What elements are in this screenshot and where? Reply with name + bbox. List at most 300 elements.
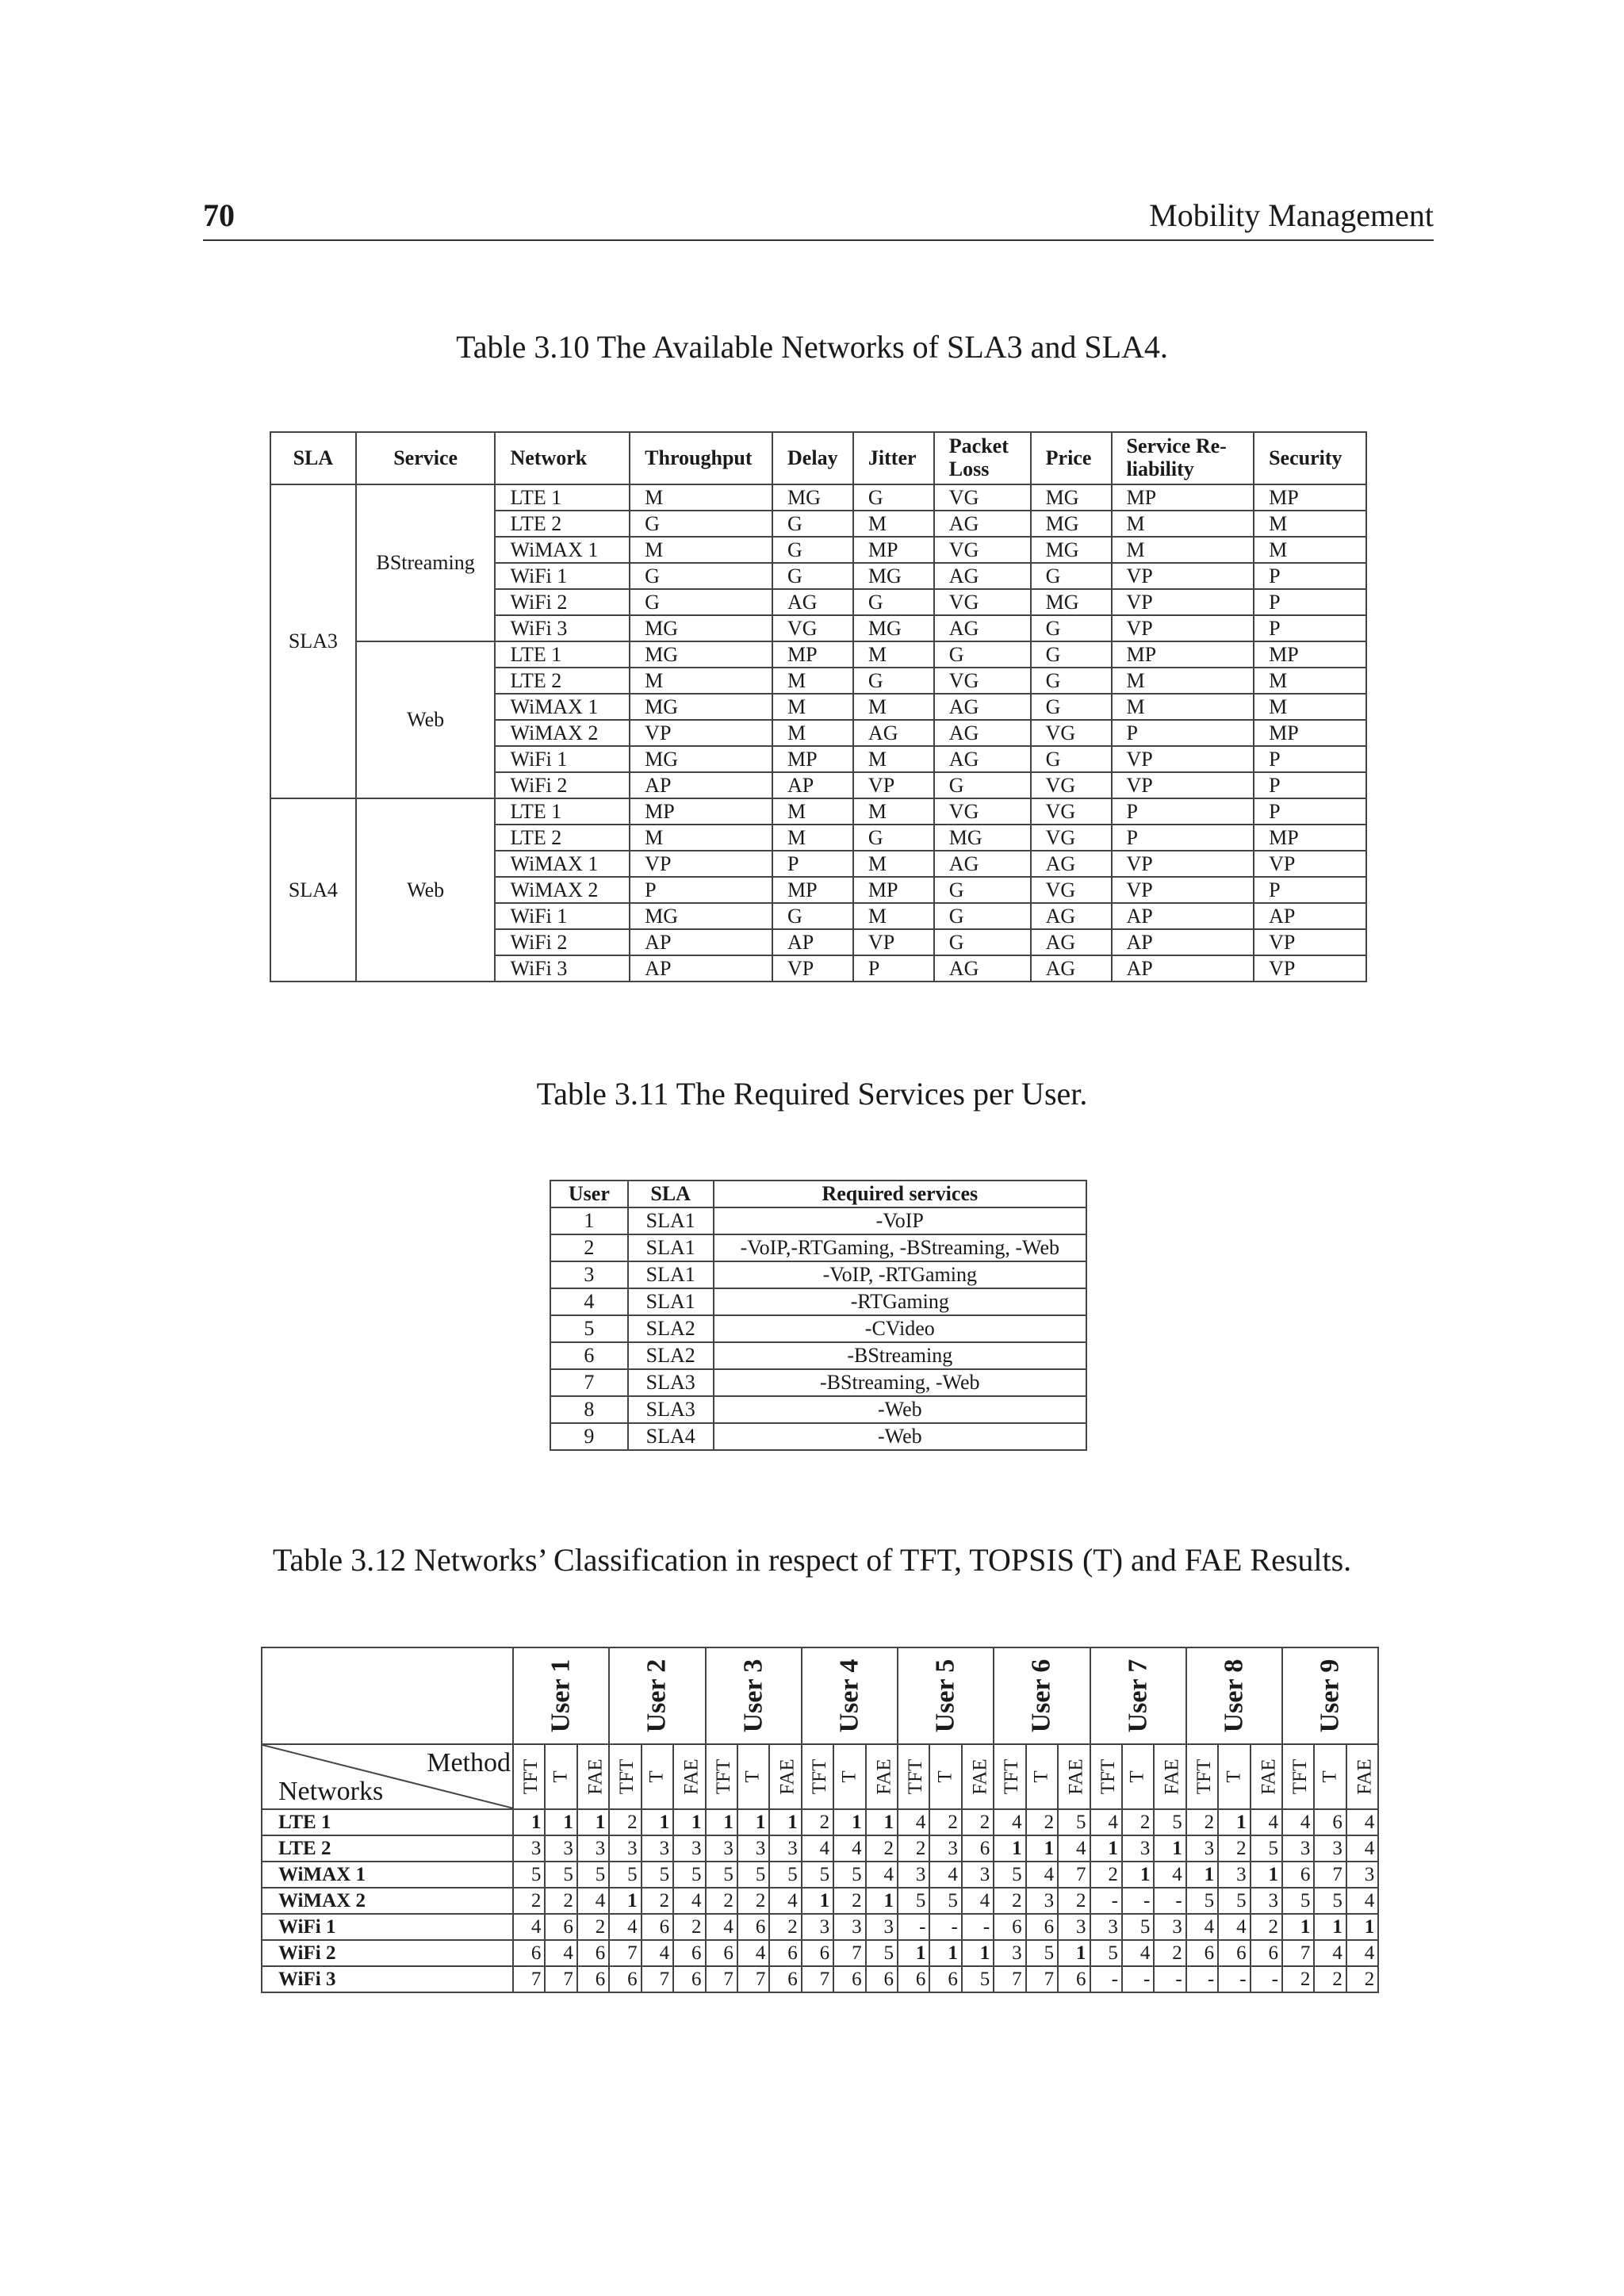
network-cell: WiMAX 2 xyxy=(495,877,630,903)
corner-networks-label: Networks xyxy=(278,1777,384,1806)
rank-cell: 4 xyxy=(1251,1809,1282,1835)
method-label: TFT xyxy=(1289,1758,1312,1795)
value-cell: VP xyxy=(1112,563,1254,589)
method-header xyxy=(513,1744,545,1809)
rank-cell: 2 xyxy=(802,1809,833,1835)
value-cell: M xyxy=(853,851,934,877)
rank-cell: 3 xyxy=(1314,1835,1346,1862)
rank-cell: 2 xyxy=(642,1888,673,1914)
value-cell: M xyxy=(1112,694,1254,720)
services-cell: -VoIP xyxy=(714,1207,1086,1234)
rank-cell: 5 xyxy=(1186,1888,1218,1914)
value-cell: M xyxy=(1254,537,1366,563)
user-header xyxy=(1186,1647,1282,1744)
rank-cell: 4 xyxy=(833,1835,865,1862)
rank-cell: 2 xyxy=(1282,1966,1314,1992)
value-cell: G xyxy=(853,825,934,851)
method-label: TFT xyxy=(1097,1758,1119,1795)
method-label: FAE xyxy=(777,1758,799,1795)
value-cell: G xyxy=(772,511,853,537)
running-header xyxy=(203,197,1434,241)
rank-cell: 7 xyxy=(737,1966,769,1992)
value-cell: MP xyxy=(1112,484,1254,511)
method-label: FAE xyxy=(1162,1758,1183,1795)
method-label: FAE xyxy=(680,1758,703,1795)
sla-cell: SLA3 xyxy=(270,484,356,798)
method-header xyxy=(994,1744,1025,1809)
table-3-12-body xyxy=(262,1809,1378,1992)
running-head-title: Mobility Management xyxy=(1149,197,1434,233)
packet-loss-line-2: Loss xyxy=(948,457,990,480)
service-cell: BStreaming xyxy=(356,484,496,641)
rank-cell: 4 xyxy=(1186,1914,1218,1940)
method-header xyxy=(737,1744,769,1809)
value-cell: M xyxy=(853,903,934,929)
method-label: FAE xyxy=(1354,1758,1376,1795)
rank-cell: 5 xyxy=(769,1862,801,1888)
method-header xyxy=(962,1744,994,1809)
rank-cell: 3 xyxy=(898,1862,929,1888)
rank-cell: 4 xyxy=(737,1940,769,1966)
rank-cell: 4 xyxy=(994,1809,1025,1835)
table-3-12-user-row xyxy=(262,1647,1378,1744)
method-label: TFT xyxy=(1001,1758,1023,1795)
value-cell: P xyxy=(1254,877,1366,903)
sla-cell: SLA3 xyxy=(628,1396,714,1423)
network-cell: LTE 1 xyxy=(495,641,630,668)
rank-cell: 3 xyxy=(737,1835,769,1862)
rank-cell: 1 xyxy=(929,1940,961,1966)
rank-cell: 6 xyxy=(706,1940,737,1966)
method-label: T xyxy=(645,1770,668,1783)
rank-cell: 7 xyxy=(1058,1862,1090,1888)
method-header xyxy=(1026,1744,1058,1809)
value-cell: MP xyxy=(772,877,853,903)
rank-cell: 6 xyxy=(1218,1940,1250,1966)
value-cell: VP xyxy=(853,929,934,955)
rank-cell: - xyxy=(1186,1966,1218,1992)
value-cell: M xyxy=(772,720,853,746)
value-cell: VG xyxy=(1031,877,1112,903)
value-cell: G xyxy=(1031,668,1112,694)
value-cell: VP xyxy=(1112,772,1254,798)
sla-cell: SLA2 xyxy=(628,1315,714,1342)
value-cell: AG xyxy=(934,615,1031,641)
user-header xyxy=(1282,1647,1378,1744)
rank-cell: 3 xyxy=(1218,1862,1250,1888)
table-row xyxy=(262,1940,1378,1966)
value-cell: MP xyxy=(1254,484,1366,511)
table-3-10-caption: Table 3.10 The Available Networks of SLA3 and SLA4. xyxy=(456,329,1168,365)
table-row xyxy=(550,1315,1086,1342)
rank-cell: 4 xyxy=(1154,1862,1185,1888)
user-header xyxy=(802,1647,898,1744)
value-cell: MG xyxy=(630,903,772,929)
rank-cell: 2 xyxy=(545,1888,576,1914)
user-label: User 6 xyxy=(1026,1659,1056,1733)
value-cell: MP xyxy=(1254,720,1366,746)
rank-cell: 1 xyxy=(609,1888,641,1914)
value-cell: M xyxy=(630,825,772,851)
rank-cell: 2 xyxy=(1218,1835,1250,1862)
user-cell: 9 xyxy=(550,1423,628,1450)
rank-cell: 6 xyxy=(577,1940,609,1966)
rank-cell: 5 xyxy=(1026,1940,1058,1966)
table-3-10-header-row xyxy=(270,432,1366,484)
value-cell: VG xyxy=(1031,798,1112,825)
table-3-12-caption: Table 3.12 Networks’ Classification in respect of TFT, TOPSIS (T) and FAE Results. xyxy=(272,1542,1352,1578)
rank-cell: 4 xyxy=(898,1809,929,1835)
rank-cell: 3 xyxy=(1186,1835,1218,1862)
rank-cell: 7 xyxy=(642,1966,673,1992)
rank-cell: 2 xyxy=(962,1809,994,1835)
value-cell: P xyxy=(853,955,934,982)
value-cell: P xyxy=(1254,563,1366,589)
services-cell: -VoIP,-RTGaming, -BStreaming, -Web xyxy=(714,1234,1086,1261)
reliability-line-1: Service Re- xyxy=(1126,434,1227,458)
rank-cell: 6 xyxy=(1282,1862,1314,1888)
method-label: T xyxy=(1030,1770,1052,1783)
rank-cell: 6 xyxy=(1058,1966,1090,1992)
value-cell: G xyxy=(772,537,853,563)
col-header-service-reliability xyxy=(1112,432,1254,484)
value-cell: MG xyxy=(1031,589,1112,615)
network-cell: WiFi 3 xyxy=(262,1966,513,1992)
rank-cell: 1 xyxy=(1154,1835,1185,1862)
services-cell: -Web xyxy=(714,1396,1086,1423)
value-cell: M xyxy=(630,537,772,563)
method-label: T xyxy=(742,1770,764,1783)
user-cell: 4 xyxy=(550,1288,628,1315)
table-3-11 xyxy=(550,1180,1087,1451)
value-cell: VP xyxy=(1254,955,1366,982)
value-cell: M xyxy=(853,798,934,825)
value-cell: MP xyxy=(772,641,853,668)
value-cell: MP xyxy=(630,798,772,825)
value-cell: MG xyxy=(630,615,772,641)
rank-cell: 3 xyxy=(642,1835,673,1862)
user-header xyxy=(706,1647,802,1744)
rank-cell: 3 xyxy=(866,1914,898,1940)
user-cell: 2 xyxy=(550,1234,628,1261)
table-row xyxy=(262,1835,1378,1862)
user-label: User 7 xyxy=(1123,1659,1153,1733)
rank-cell: - xyxy=(1154,1888,1185,1914)
rank-cell: 1 xyxy=(1186,1862,1218,1888)
rank-cell: 1 xyxy=(1058,1940,1090,1966)
value-cell: AG xyxy=(853,720,934,746)
rank-cell: 4 xyxy=(802,1835,833,1862)
rank-cell: 4 xyxy=(706,1914,737,1940)
rank-cell: 6 xyxy=(577,1966,609,1992)
network-cell: WiFi 2 xyxy=(495,772,630,798)
table-row xyxy=(550,1342,1086,1369)
rank-cell: 1 xyxy=(1346,1914,1378,1940)
value-cell: AP xyxy=(630,955,772,982)
value-cell: AG xyxy=(934,563,1031,589)
value-cell: G xyxy=(934,641,1031,668)
value-cell: M xyxy=(853,511,934,537)
value-cell: G xyxy=(772,563,853,589)
rank-cell: 4 xyxy=(866,1862,898,1888)
rank-cell: 7 xyxy=(545,1966,576,1992)
col-header-security: Security xyxy=(1254,432,1366,484)
value-cell: MP xyxy=(853,537,934,563)
value-cell: M xyxy=(853,641,934,668)
network-cell: LTE 2 xyxy=(495,668,630,694)
user-header xyxy=(609,1647,705,1744)
value-cell: MP xyxy=(1254,825,1366,851)
rank-cell: 2 xyxy=(609,1809,641,1835)
method-header xyxy=(1346,1744,1378,1809)
rank-cell: 3 xyxy=(673,1835,705,1862)
rank-cell: 1 xyxy=(513,1809,545,1835)
rank-cell: 4 xyxy=(1346,1888,1378,1914)
value-cell: AP xyxy=(1112,929,1254,955)
method-header xyxy=(1218,1744,1250,1809)
services-cell: -Web xyxy=(714,1423,1086,1450)
rank-cell: 6 xyxy=(642,1914,673,1940)
rank-cell: 5 xyxy=(898,1888,929,1914)
sla-cell: SLA1 xyxy=(628,1288,714,1315)
col-header-packet-loss xyxy=(934,432,1031,484)
value-cell: VP xyxy=(1112,877,1254,903)
rank-cell: 5 xyxy=(642,1862,673,1888)
table-3-12-method-row xyxy=(262,1744,1378,1809)
rank-cell: 5 xyxy=(1058,1809,1090,1835)
corner-cell xyxy=(262,1744,513,1809)
rank-cell: 6 xyxy=(769,1966,801,1992)
method-header xyxy=(1154,1744,1185,1809)
col-header-user: User xyxy=(550,1181,628,1207)
rank-cell: 3 xyxy=(1282,1835,1314,1862)
method-header xyxy=(1186,1744,1218,1809)
rank-cell: 2 xyxy=(833,1888,865,1914)
rank-cell: 1 xyxy=(962,1940,994,1966)
value-cell: M xyxy=(1112,537,1254,563)
rank-cell: 4 xyxy=(1314,1940,1346,1966)
service-cell: Web xyxy=(356,798,496,982)
rank-cell: 1 xyxy=(769,1809,801,1835)
value-cell: VG xyxy=(934,537,1031,563)
rank-cell: 5 xyxy=(866,1940,898,1966)
rank-cell: - xyxy=(962,1914,994,1940)
method-header xyxy=(673,1744,705,1809)
rank-cell: 3 xyxy=(706,1835,737,1862)
value-cell: G xyxy=(934,877,1031,903)
value-cell: MG xyxy=(853,563,934,589)
rank-cell: 3 xyxy=(545,1835,576,1862)
rank-cell: 3 xyxy=(994,1940,1025,1966)
value-cell: AP xyxy=(1112,903,1254,929)
network-cell: WiFi 1 xyxy=(495,563,630,589)
rank-cell: 3 xyxy=(577,1835,609,1862)
value-cell: MG xyxy=(630,746,772,772)
rank-cell: 2 xyxy=(898,1835,929,1862)
method-label: TFT xyxy=(808,1758,830,1795)
rank-cell: 3 xyxy=(802,1914,833,1940)
rank-cell: 2 xyxy=(1251,1914,1282,1940)
value-cell: VG xyxy=(934,668,1031,694)
rank-cell: 6 xyxy=(929,1966,961,1992)
rank-cell: 7 xyxy=(513,1966,545,1992)
value-cell: MG xyxy=(1031,484,1112,511)
rank-cell: 5 xyxy=(929,1888,961,1914)
value-cell: VP xyxy=(1112,589,1254,615)
rank-cell: 4 xyxy=(1218,1914,1250,1940)
col-header-sla: SLA xyxy=(270,432,356,484)
rank-cell: 2 xyxy=(1186,1809,1218,1835)
user-header xyxy=(1090,1647,1186,1744)
rank-cell: 4 xyxy=(769,1888,801,1914)
value-cell: G xyxy=(1031,563,1112,589)
network-cell: WiMAX 1 xyxy=(495,851,630,877)
user-label: User 1 xyxy=(546,1659,576,1733)
rank-cell: 5 xyxy=(833,1862,865,1888)
rank-cell: 6 xyxy=(994,1914,1025,1940)
network-cell: LTE 2 xyxy=(495,825,630,851)
method-label: T xyxy=(1127,1770,1149,1783)
network-cell: LTE 2 xyxy=(262,1835,513,1862)
value-cell: MG xyxy=(853,615,934,641)
rank-cell: 1 xyxy=(1251,1862,1282,1888)
network-cell: LTE 1 xyxy=(262,1809,513,1835)
method-header xyxy=(545,1744,576,1809)
col-header-jitter: Jitter xyxy=(853,432,934,484)
rank-cell: 5 xyxy=(1282,1888,1314,1914)
network-cell: WiMAX 1 xyxy=(262,1862,513,1888)
value-cell: M xyxy=(772,825,853,851)
rank-cell: 1 xyxy=(673,1809,705,1835)
value-cell: VP xyxy=(630,720,772,746)
value-cell: M xyxy=(772,668,853,694)
rank-cell: 6 xyxy=(609,1966,641,1992)
rank-cell: 1 xyxy=(737,1809,769,1835)
value-cell: G xyxy=(934,772,1031,798)
value-cell: P xyxy=(1254,772,1366,798)
rank-cell: 4 xyxy=(1282,1809,1314,1835)
user-cell: 6 xyxy=(550,1342,628,1369)
user-header xyxy=(898,1647,994,1744)
value-cell: P xyxy=(1254,798,1366,825)
rank-cell: 6 xyxy=(737,1914,769,1940)
method-label: TFT xyxy=(520,1758,542,1795)
rank-cell: 2 xyxy=(673,1914,705,1940)
value-cell: G xyxy=(1031,641,1112,668)
rank-cell: 3 xyxy=(1346,1862,1378,1888)
rank-cell: 3 xyxy=(929,1835,961,1862)
rank-cell: 2 xyxy=(866,1835,898,1862)
value-cell: VG xyxy=(772,615,853,641)
rank-cell: 6 xyxy=(1026,1914,1058,1940)
table-row xyxy=(262,1862,1378,1888)
method-label: T xyxy=(838,1770,860,1783)
rank-cell: 1 xyxy=(642,1809,673,1835)
rank-cell: 7 xyxy=(994,1966,1025,1992)
table-3-11-header-row xyxy=(550,1181,1086,1207)
value-cell: M xyxy=(1254,511,1366,537)
method-header xyxy=(1058,1744,1090,1809)
value-cell: AP xyxy=(630,929,772,955)
method-header xyxy=(577,1744,609,1809)
method-header xyxy=(706,1744,737,1809)
value-cell: G xyxy=(1031,746,1112,772)
table-3-11-caption: Table 3.11 The Required Services per User. xyxy=(536,1076,1088,1112)
value-cell: MP xyxy=(1254,641,1366,668)
table-3-10 xyxy=(270,431,1367,982)
sla-cell: SLA2 xyxy=(628,1342,714,1369)
value-cell: G xyxy=(772,903,853,929)
value-cell: AG xyxy=(934,955,1031,982)
rank-cell: - xyxy=(1251,1966,1282,1992)
value-cell: MG xyxy=(934,825,1031,851)
rank-cell: 1 xyxy=(866,1888,898,1914)
rank-cell: 1 xyxy=(898,1940,929,1966)
services-cell: -BStreaming xyxy=(714,1342,1086,1369)
value-cell: M xyxy=(1254,668,1366,694)
user-cell: 5 xyxy=(550,1315,628,1342)
user-label: User 5 xyxy=(930,1659,960,1733)
network-cell: WiFi 2 xyxy=(262,1940,513,1966)
services-cell: -RTGaming xyxy=(714,1288,1086,1315)
rank-cell: 2 xyxy=(513,1888,545,1914)
rank-cell: 2 xyxy=(1058,1888,1090,1914)
value-cell: AP xyxy=(630,772,772,798)
value-cell: VG xyxy=(934,798,1031,825)
services-cell: -BStreaming, -Web xyxy=(714,1369,1086,1396)
rank-cell: 6 xyxy=(962,1835,994,1862)
rank-cell: 3 xyxy=(1026,1888,1058,1914)
rank-cell: 6 xyxy=(673,1966,705,1992)
method-label: TFT xyxy=(1193,1758,1215,1795)
method-header xyxy=(898,1744,929,1809)
rank-cell: 1 xyxy=(706,1809,737,1835)
value-cell: G xyxy=(853,668,934,694)
network-cell: WiMAX 1 xyxy=(495,537,630,563)
sla-cell: SLA1 xyxy=(628,1261,714,1288)
user-label: User 2 xyxy=(642,1659,672,1733)
rank-cell: 4 xyxy=(1090,1809,1122,1835)
rank-cell: - xyxy=(1218,1966,1250,1992)
rank-cell: 4 xyxy=(1122,1940,1154,1966)
sla-cell: SLA1 xyxy=(628,1234,714,1261)
rank-cell: 7 xyxy=(609,1940,641,1966)
value-cell: VG xyxy=(1031,772,1112,798)
value-cell: VG xyxy=(1031,720,1112,746)
network-cell: WiMAX 2 xyxy=(262,1888,513,1914)
value-cell: AP xyxy=(772,772,853,798)
rank-cell: 7 xyxy=(833,1940,865,1966)
corner-method-label: Method xyxy=(427,1748,511,1777)
table-row xyxy=(270,484,1366,511)
method-header xyxy=(1282,1744,1314,1809)
service-cell: Web xyxy=(356,641,496,798)
value-cell: AG xyxy=(772,589,853,615)
value-cell: M xyxy=(630,484,772,511)
user-label: User 9 xyxy=(1315,1659,1345,1733)
rank-cell: 5 xyxy=(1314,1888,1346,1914)
value-cell: VP xyxy=(853,772,934,798)
rank-cell: 1 xyxy=(577,1809,609,1835)
rank-cell: - xyxy=(1090,1966,1122,1992)
value-cell: G xyxy=(934,903,1031,929)
rank-cell: 1 xyxy=(1026,1835,1058,1862)
value-cell: G xyxy=(630,589,772,615)
services-cell: -CVideo xyxy=(714,1315,1086,1342)
value-cell: M xyxy=(1254,694,1366,720)
network-cell: WiFi 1 xyxy=(495,903,630,929)
value-cell: MG xyxy=(1031,537,1112,563)
